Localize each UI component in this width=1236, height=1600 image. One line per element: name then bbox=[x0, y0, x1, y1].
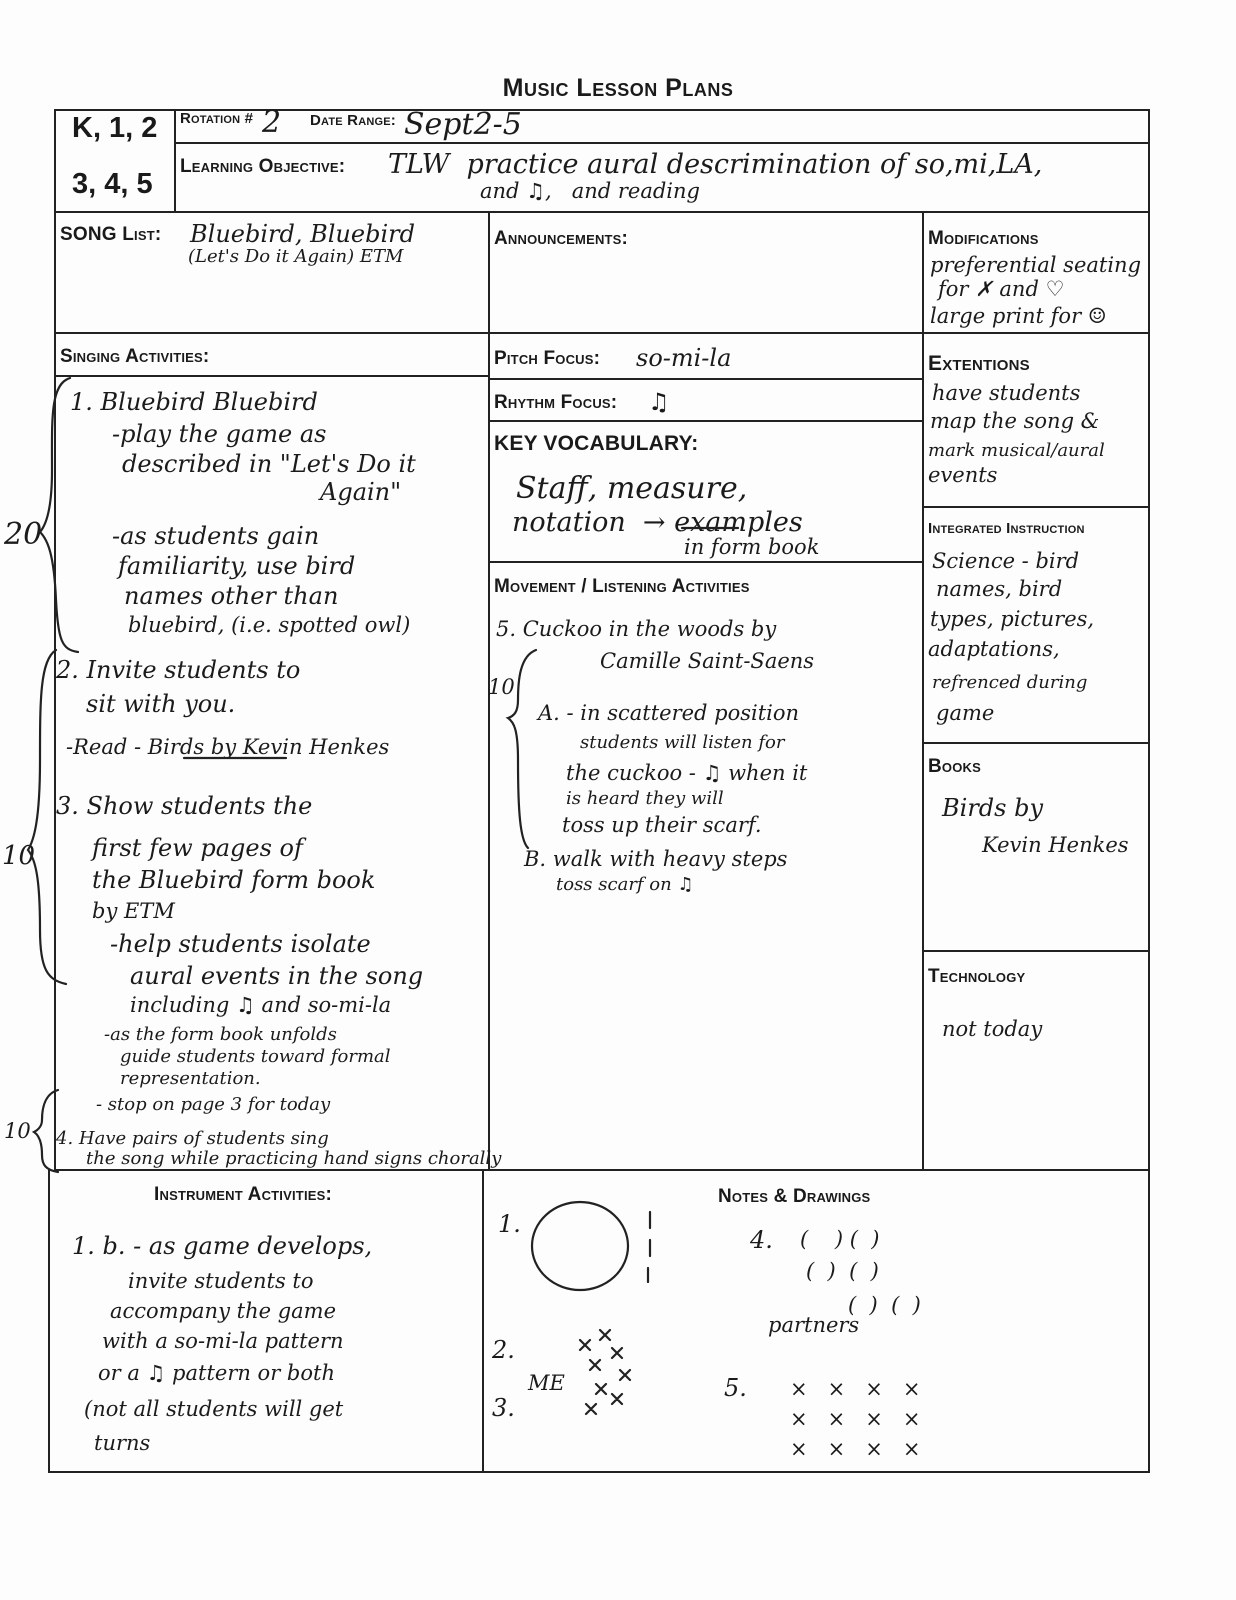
learning-objective-line-2: and ♫, and reading bbox=[480, 179, 700, 203]
modifications-line-1: preferential seating bbox=[930, 253, 1142, 277]
brace-singing-1 bbox=[40, 378, 78, 652]
singing-line: -help students isolate bbox=[110, 930, 371, 958]
singing-line: -as students gain bbox=[112, 522, 320, 550]
pitch-focus-label: Pitch Focus: bbox=[494, 348, 601, 369]
instrument-line: (not all students will get bbox=[84, 1397, 344, 1421]
drawing-number-4: 4. bbox=[750, 1226, 773, 1254]
partner-pairs-row-2: ( ) ( ) bbox=[806, 1259, 879, 1283]
singing-line: first few pages of bbox=[92, 834, 303, 862]
instrument-line: invite students to bbox=[128, 1269, 314, 1293]
singing-line: including ♫ and so-mi-la bbox=[130, 993, 392, 1017]
grades-line-2: 3, 4, 5 bbox=[72, 168, 153, 200]
singing-line: the Bluebird form book bbox=[92, 866, 376, 894]
circle-formation bbox=[532, 1202, 628, 1290]
books-label: Books bbox=[928, 756, 982, 777]
technology-value: not today bbox=[942, 1017, 1043, 1041]
singing-line: representation. bbox=[120, 1068, 261, 1089]
singing-line: 1. Bluebird Bluebird bbox=[70, 388, 318, 416]
drawing-number-5: 5. bbox=[724, 1374, 747, 1402]
learning-objective-label: Learning Objective: bbox=[180, 156, 346, 177]
singing-line: -as the form book unfolds bbox=[104, 1024, 337, 1045]
brace-singing-2-3 bbox=[28, 650, 66, 984]
learning-objective-line-1: TLW practice aural descrimination of so,mi,LA, bbox=[388, 149, 1043, 180]
integrated-line: types, pictures, bbox=[930, 607, 1095, 631]
singing-line: sit with you. bbox=[86, 690, 236, 718]
singing-line: the song while practicing hand signs chorally bbox=[86, 1148, 502, 1169]
grades-line-1: K, 1, 2 bbox=[72, 112, 158, 144]
date-range-label: Date Range: bbox=[310, 112, 396, 129]
drawing-number-3: 3. bbox=[492, 1394, 515, 1422]
movement-line: students will listen for bbox=[580, 732, 785, 753]
modifications-line-2: for ✗ and ♡ bbox=[938, 277, 1065, 301]
singing-time-10b: 10 bbox=[4, 1119, 31, 1143]
technology-label: Technology bbox=[928, 966, 1026, 987]
books-line-1: Birds by bbox=[942, 794, 1044, 822]
singing-time-20: 20 bbox=[4, 517, 43, 552]
vocabulary-line-1: Staff, measure, bbox=[516, 471, 748, 506]
instrument-line: with a so-mi-la pattern bbox=[102, 1329, 344, 1353]
movement-line: Camille Saint-Saens bbox=[600, 649, 815, 673]
partner-pairs-row-1: ( ) ( ) bbox=[800, 1227, 880, 1251]
key-vocabulary-label: KEY VOCABULARY: bbox=[494, 432, 699, 455]
integrated-line: adaptations, bbox=[928, 637, 1060, 661]
singing-time-10a: 10 bbox=[2, 841, 36, 871]
student-x-row: × × × × bbox=[790, 1377, 921, 1401]
extentions-line: mark musical/aural bbox=[928, 440, 1105, 461]
singing-line: 3. Show students the bbox=[56, 792, 313, 820]
extentions-line: map the song & bbox=[930, 409, 1100, 433]
instrument-line: accompany the game bbox=[110, 1299, 336, 1323]
extentions-line: events bbox=[928, 463, 998, 487]
student-x-row: × × × × bbox=[790, 1437, 921, 1461]
singing-line: -Read - Birds by Kevin Henkes bbox=[66, 735, 390, 759]
singing-line: -play the game as bbox=[112, 420, 327, 448]
song-list-line-2: (Let's Do it Again) ETM bbox=[188, 246, 404, 267]
singing-line: - stop on page 3 for today bbox=[96, 1094, 331, 1115]
singing-line: names other than bbox=[124, 582, 339, 610]
instrument-activities-label: Instrument Activities: bbox=[154, 1184, 333, 1205]
singing-line: by ETM bbox=[92, 899, 175, 923]
modifications-label: Modifications bbox=[928, 228, 1039, 249]
date-range-value: Sept2-5 bbox=[404, 107, 522, 142]
instrument-line: turns bbox=[94, 1431, 151, 1455]
extentions-line: have students bbox=[932, 381, 1081, 405]
movement-line: 5. Cuckoo in the woods by bbox=[496, 617, 777, 641]
integrated-line: names, bird bbox=[936, 577, 1063, 601]
vocabulary-line-3: in form book bbox=[684, 535, 820, 559]
movement-time-10: 10 bbox=[488, 675, 515, 699]
instrument-line: 1. b. - as game develops, bbox=[72, 1232, 373, 1260]
movement-line: is heard they will bbox=[566, 788, 724, 809]
singing-line: Again" bbox=[320, 478, 402, 506]
pitch-focus-value: so-mi-la bbox=[636, 344, 732, 372]
singing-line: guide students toward formal bbox=[120, 1046, 391, 1067]
drawing-number-2: 2. bbox=[492, 1336, 515, 1364]
song-list-line-1: Bluebird, Bluebird bbox=[190, 220, 415, 248]
rotation-label: Rotation # bbox=[180, 110, 254, 127]
integrated-line: game bbox=[936, 701, 995, 725]
vocabulary-line-2: notation → examples bbox=[512, 507, 803, 538]
integrated-line: refrenced during bbox=[932, 672, 1088, 693]
singing-line: aural events in the song bbox=[130, 962, 424, 990]
movement-line: A. - in scattered position bbox=[538, 701, 800, 725]
page-title: Music Lesson Plans bbox=[502, 74, 734, 102]
singing-line: 2. Invite students to bbox=[56, 656, 301, 684]
singing-activities-label: Singing Activities: bbox=[60, 346, 210, 367]
scatter-x-marks bbox=[580, 1330, 630, 1414]
drawing-me-label: ME bbox=[528, 1371, 565, 1395]
books-line-2: Kevin Henkes bbox=[982, 833, 1129, 857]
student-x-row: × × × × bbox=[790, 1407, 921, 1431]
tick-marks bbox=[648, 1212, 650, 1282]
integrated-instruction-label: Integrated Instruction bbox=[928, 520, 1085, 537]
rotation-value: 2 bbox=[262, 105, 282, 140]
brace-movement bbox=[508, 650, 536, 848]
rhythm-focus-value: ♫ bbox=[648, 388, 670, 416]
partners-label: partners bbox=[768, 1313, 860, 1337]
singing-line: described in "Let's Do it bbox=[122, 450, 416, 478]
singing-line: familiarity, use bird bbox=[118, 552, 356, 580]
modifications-line-3: large print for ☺ bbox=[930, 304, 1107, 328]
partner-pairs-row-3: ( ) ( ) bbox=[848, 1293, 921, 1317]
rhythm-focus-label: Rhythm Focus: bbox=[494, 392, 618, 413]
movement-line: toss scarf on ♫ bbox=[556, 874, 694, 895]
integrated-line: Science - bird bbox=[932, 549, 1080, 573]
announcements-label: Announcements: bbox=[494, 228, 629, 249]
drawing-number-1: 1. bbox=[498, 1210, 521, 1238]
brace-singing-4 bbox=[34, 1090, 58, 1172]
movement-line: toss up their scarf. bbox=[562, 813, 762, 837]
extentions-label: Extentions bbox=[928, 352, 1030, 375]
movement-listening-label: Movement / Listening Activities bbox=[494, 576, 750, 597]
singing-line: 4. Have pairs of students sing bbox=[56, 1128, 329, 1149]
notes-drawings-label: Notes & Drawings bbox=[718, 1186, 871, 1207]
singing-line: bluebird, (i.e. spotted owl) bbox=[128, 613, 411, 637]
movement-line: B. walk with heavy steps bbox=[524, 847, 788, 871]
song-list-label: SONG List: bbox=[60, 224, 162, 245]
instrument-line: or a ♫ pattern or both bbox=[98, 1361, 335, 1385]
movement-line: the cuckoo - ♫ when it bbox=[566, 761, 808, 785]
